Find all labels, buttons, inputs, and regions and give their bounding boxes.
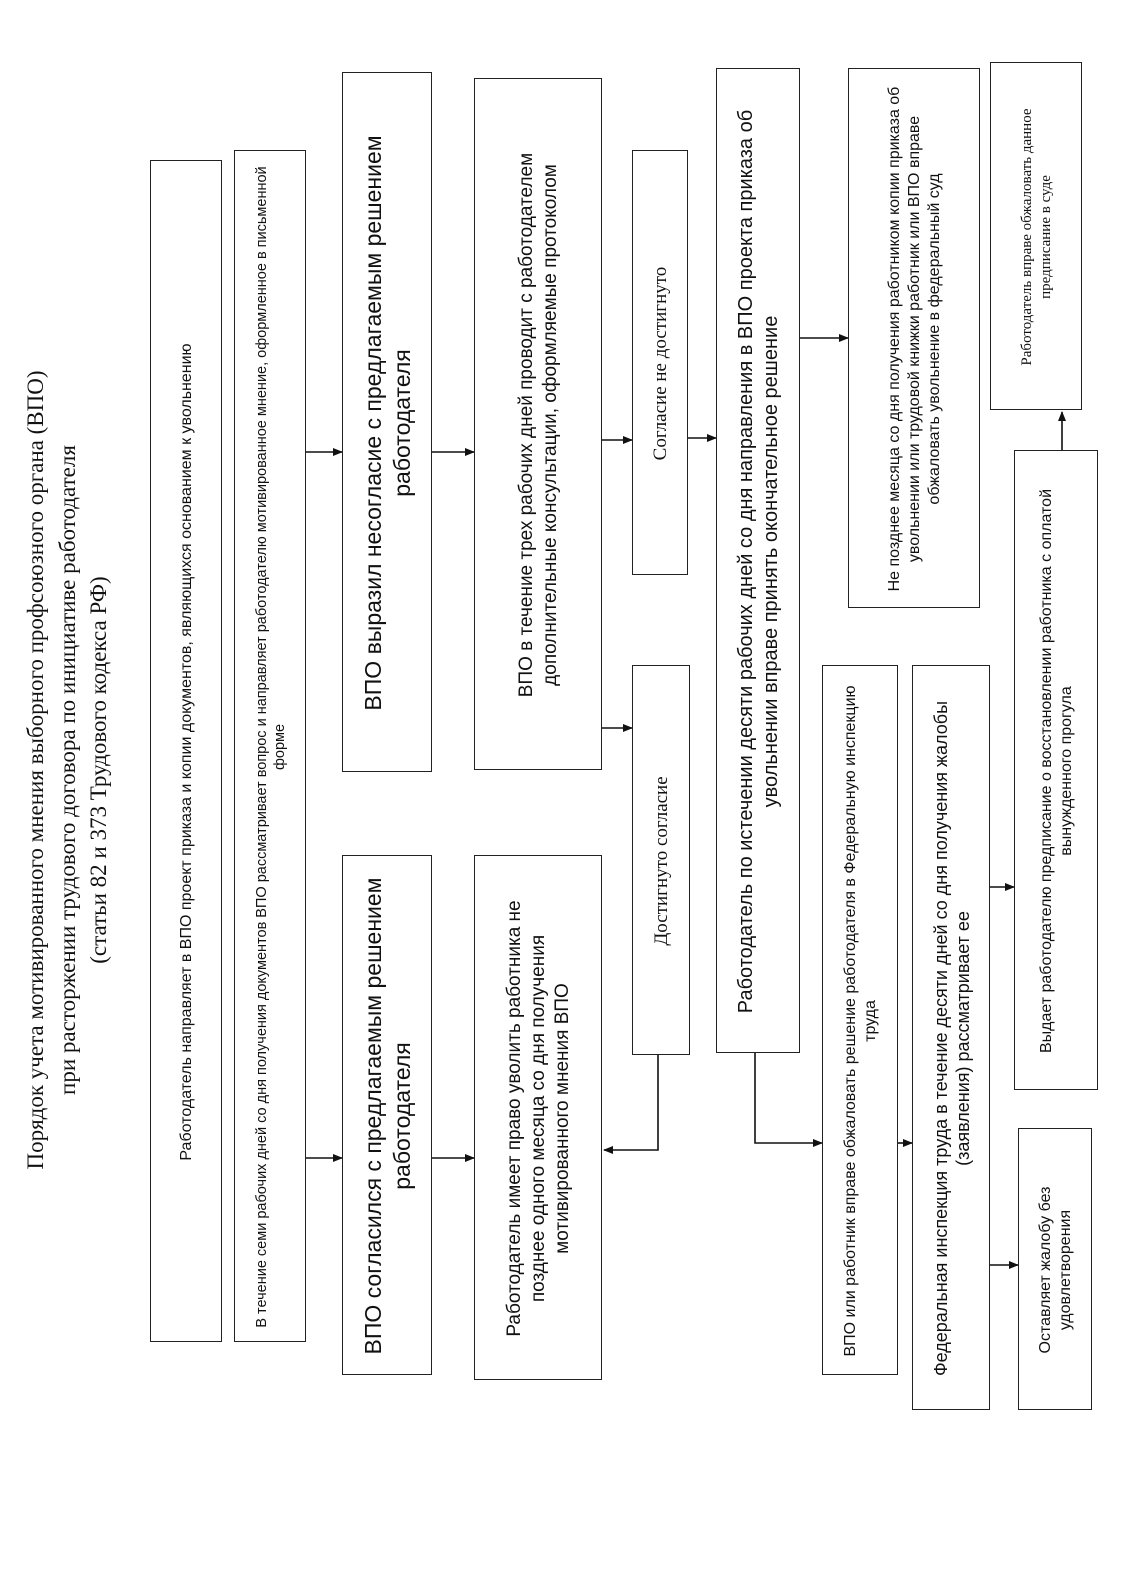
title-line-2: при расторжении трудового договора по инициативе работодателя [54, 445, 80, 1095]
box-b4 [342, 72, 432, 772]
box-b4-text: ВПО выразил несогласие с предлагаемым решением работодателя [360, 135, 415, 711]
box-b15 [990, 62, 1082, 410]
box-b7-text: Достигнуто согласие [651, 776, 673, 946]
box-b11 [848, 68, 980, 608]
arrow-b7-b5 [604, 1055, 658, 1150]
box-b5 [474, 855, 602, 1380]
box-b12-text: Федеральная инспекция труда в течение десяти дней со дня получения жалобы (заявления) рассматривает ее [930, 700, 973, 1377]
box-b6-text: ВПО в течение трех рабочих дней проводит с работодателем дополнительные консультации, оформляемые протоколом [516, 152, 561, 698]
box-b5-text: Работодатель имеет право уволить работника не позднее одного месяца со дня получения мотивированного мнения ВПО [504, 900, 573, 1337]
box-b7 [632, 665, 690, 1055]
box-b2 [234, 150, 306, 1342]
arrow-b9-b10 [755, 1053, 822, 1143]
box-b15-text: Работодатель вправе обжаловать данное предписание в суде [1019, 108, 1054, 366]
box-b2-text: В течение семи рабочих дней со дня получения документов ВПО рассматривает вопрос и направляет работодателю мотивированное мнение, оформленное в письменной форме [253, 166, 288, 1328]
box-b10-text: ВПО или работник вправе обжаловать решение работодателя в Федеральную инспекцию труда [842, 685, 879, 1357]
box-b3 [342, 855, 432, 1375]
box-b11-text: Не позднее месяца со дня получения работником копии приказа об увольнении или трудовой книжки работник или ВПО вправе обжаловать увольнение в федеральный суд [886, 86, 943, 592]
box-b1 [150, 160, 222, 1342]
box-b13 [1018, 1128, 1092, 1410]
box-b8-text: Согласие не достигнуто [650, 266, 672, 461]
box-b6 [474, 78, 602, 770]
box-b3-text: ВПО согласился с предлагаемым решением работодателя [360, 877, 415, 1355]
title-line-1: Порядок учета мотивированного мнения выборного профсоюзного органа (ВПО) [23, 370, 48, 1170]
box-b8 [632, 150, 688, 575]
box-b13-text: Оставляет жалобу без удовлетворения [1037, 1186, 1074, 1354]
box-b14-text: Выдает работодателю предписание о восстановлении работника с оплатой вынужденного прогула [1038, 488, 1075, 1054]
box-b12 [912, 665, 990, 1410]
box-b9 [716, 68, 800, 1053]
box-b10 [822, 665, 898, 1375]
title-line-3: (статьи 82 и 373 Трудового кодекса РФ) [86, 576, 112, 964]
box-b1-text: Работодатель направляет в ВПО проект приказа и копии документов, являющихся основанием к увольнению [178, 343, 195, 1161]
box-b14 [1014, 450, 1098, 1090]
box-b9-text: Работодатель по истечении десяти рабочих дней со дня направления в ВПО проекта приказа об увольнении вправе принять окончательное решение [735, 109, 782, 1014]
